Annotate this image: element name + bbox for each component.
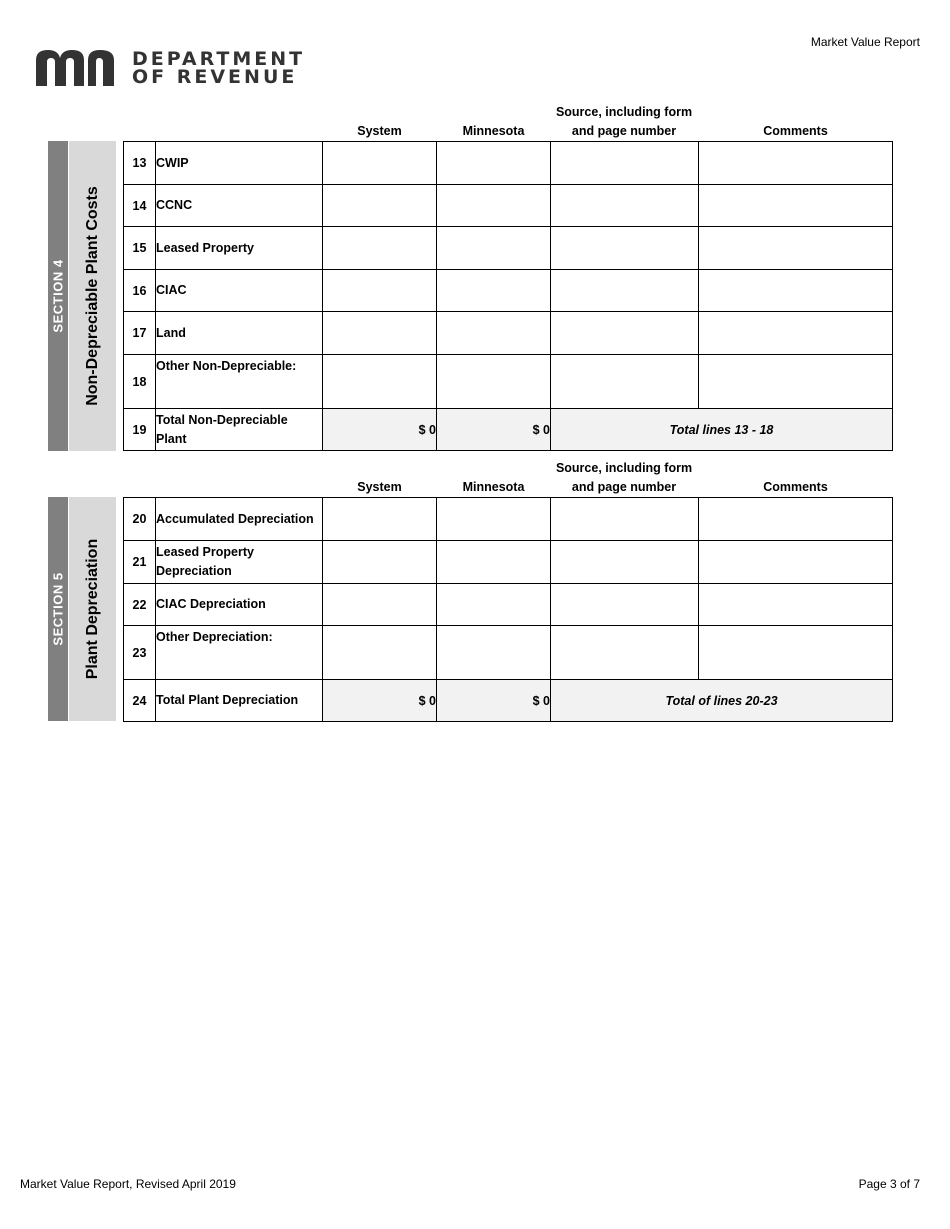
row-number: 22: [124, 584, 156, 626]
row-label: CWIP: [156, 142, 323, 185]
section-5-tag-bar: [48, 497, 68, 721]
table-row: [124, 541, 893, 584]
section-5-title-bar: [69, 497, 116, 721]
minnesota-value-input[interactable]: [437, 227, 551, 270]
system-value-input[interactable]: [323, 626, 437, 680]
report-title: Market Value Report: [810, 35, 920, 49]
row-number: 18: [124, 355, 156, 409]
row-label-line-2: Depreciation: [156, 564, 232, 578]
section-5-title: Plant Depreciation: [83, 538, 101, 680]
table-row: [124, 185, 893, 227]
row-number: 14: [124, 185, 156, 227]
comments-input[interactable]: [699, 227, 893, 270]
row-number: 17: [124, 312, 156, 355]
row-label: [156, 584, 323, 626]
system-value-input[interactable]: [323, 312, 437, 355]
column-header-source: [550, 459, 698, 497]
row-number: 16: [124, 270, 156, 312]
column-header-comments: Comments: [763, 124, 828, 138]
minnesota-total: $ 0: [437, 409, 551, 451]
minnesota-value-input[interactable]: [437, 584, 551, 626]
source-input[interactable]: [551, 498, 699, 541]
comments-input[interactable]: [699, 142, 893, 185]
source-header-line-1: Source, including form: [555, 461, 693, 475]
row-label: CIAC: [156, 270, 323, 312]
row-label-line-1: Accumulated Depreciation: [156, 511, 314, 526]
row-number: 21: [124, 541, 156, 584]
row-label: Other Non-Depreciable:: [156, 355, 323, 409]
table-row: [124, 312, 893, 355]
minnesota-value-input[interactable]: [437, 498, 551, 541]
row-number: 24: [124, 680, 156, 722]
section-4-table: [123, 141, 893, 451]
row-label: [156, 409, 323, 451]
section-4-title: Non-Depreciable Plant Costs: [83, 186, 101, 406]
total-label-line-1: Total Non-Depreciable: [156, 412, 288, 427]
comments-input[interactable]: [699, 498, 893, 541]
row-label: [156, 541, 323, 584]
minnesota-value-input[interactable]: [437, 142, 551, 185]
system-total: $ 0: [323, 409, 437, 451]
system-value-input[interactable]: [323, 584, 437, 626]
minnesota-value-input[interactable]: [437, 541, 551, 584]
table-row: [124, 270, 893, 312]
row-label-line-1: Leased Property: [156, 545, 254, 559]
system-value-input[interactable]: [323, 227, 437, 270]
column-header-minnesota: Minnesota: [462, 124, 525, 138]
row-label-line-1: CIAC Depreciation: [156, 597, 266, 611]
comments-input[interactable]: [699, 355, 893, 409]
minnesota-value-input[interactable]: [437, 270, 551, 312]
column-header-source: [550, 103, 698, 141]
table-row: [124, 355, 893, 409]
source-input[interactable]: [551, 270, 699, 312]
system-value-input[interactable]: [323, 355, 437, 409]
source-input[interactable]: [551, 312, 699, 355]
table-row: [124, 626, 893, 680]
source-input[interactable]: [551, 185, 699, 227]
table-row: [124, 227, 893, 270]
section-4-tag: SECTION 4: [50, 259, 66, 333]
comments-input[interactable]: [699, 541, 893, 584]
minnesota-value-input[interactable]: [437, 185, 551, 227]
column-header-system: System: [357, 124, 402, 138]
department-logo: [36, 48, 305, 88]
mn-logo-icon: [36, 50, 126, 86]
table-row: [124, 498, 893, 541]
row-label: Total Plant Depreciation: [156, 680, 323, 722]
comments-input[interactable]: [699, 584, 893, 626]
source-input[interactable]: [551, 626, 699, 680]
section-5-tag: SECTION 5: [50, 572, 66, 646]
source-input[interactable]: [551, 584, 699, 626]
system-value-input[interactable]: [323, 541, 437, 584]
source-input[interactable]: [551, 541, 699, 584]
minnesota-value-input[interactable]: [437, 355, 551, 409]
source-header-line-2: and page number: [571, 124, 677, 138]
column-header-system: System: [357, 480, 402, 494]
row-label: Leased Property: [156, 227, 323, 270]
row-number: 13: [124, 142, 156, 185]
logo-line-1: DEPARTMENT: [132, 48, 306, 70]
section-5-table: [123, 497, 893, 722]
row-label: [156, 498, 323, 541]
total-note: Total of lines 20-23: [551, 680, 893, 722]
minnesota-total: $ 0: [437, 680, 551, 722]
table-row: [124, 584, 893, 626]
minnesota-value-input[interactable]: [437, 312, 551, 355]
row-label: [156, 626, 323, 680]
row-label: CCNC: [156, 185, 323, 227]
page-number: Page 3 of 7: [858, 1177, 920, 1191]
row-number: 23: [124, 626, 156, 680]
minnesota-value-input[interactable]: [437, 626, 551, 680]
row-number: 15: [124, 227, 156, 270]
section-4-title-bar: [69, 141, 116, 451]
footer-revision: Market Value Report, Revised April 2019: [20, 1177, 236, 1191]
source-header-line-2: and page number: [571, 480, 677, 494]
row-label-line-1: Other Depreciation:: [156, 630, 273, 644]
comments-input[interactable]: [699, 185, 893, 227]
comments-input[interactable]: [699, 270, 893, 312]
logo-line-2: OF REVENUE: [132, 66, 298, 88]
total-note: Total lines 13 - 18: [551, 409, 893, 451]
row-number: 19: [124, 409, 156, 451]
column-header-comments: Comments: [763, 480, 828, 494]
row-label: Land: [156, 312, 323, 355]
comments-input[interactable]: [699, 626, 893, 680]
source-input[interactable]: [551, 227, 699, 270]
system-value-input[interactable]: [323, 498, 437, 541]
system-total: $ 0: [323, 680, 437, 722]
column-header-minnesota: Minnesota: [462, 480, 525, 494]
source-input[interactable]: [551, 142, 699, 185]
comments-input[interactable]: [699, 312, 893, 355]
section-4-tag-bar: [48, 141, 68, 451]
system-value-input[interactable]: [323, 270, 437, 312]
total-row: [124, 680, 893, 722]
total-label-line-2: Plant: [156, 431, 187, 446]
source-input[interactable]: [551, 355, 699, 409]
table-row: [124, 142, 893, 185]
system-value-input[interactable]: [323, 185, 437, 227]
system-value-input[interactable]: [323, 142, 437, 185]
total-row: [124, 409, 893, 451]
source-header-line-1: Source, including form: [555, 105, 693, 119]
logo-text: [132, 50, 305, 86]
row-number: 20: [124, 498, 156, 541]
